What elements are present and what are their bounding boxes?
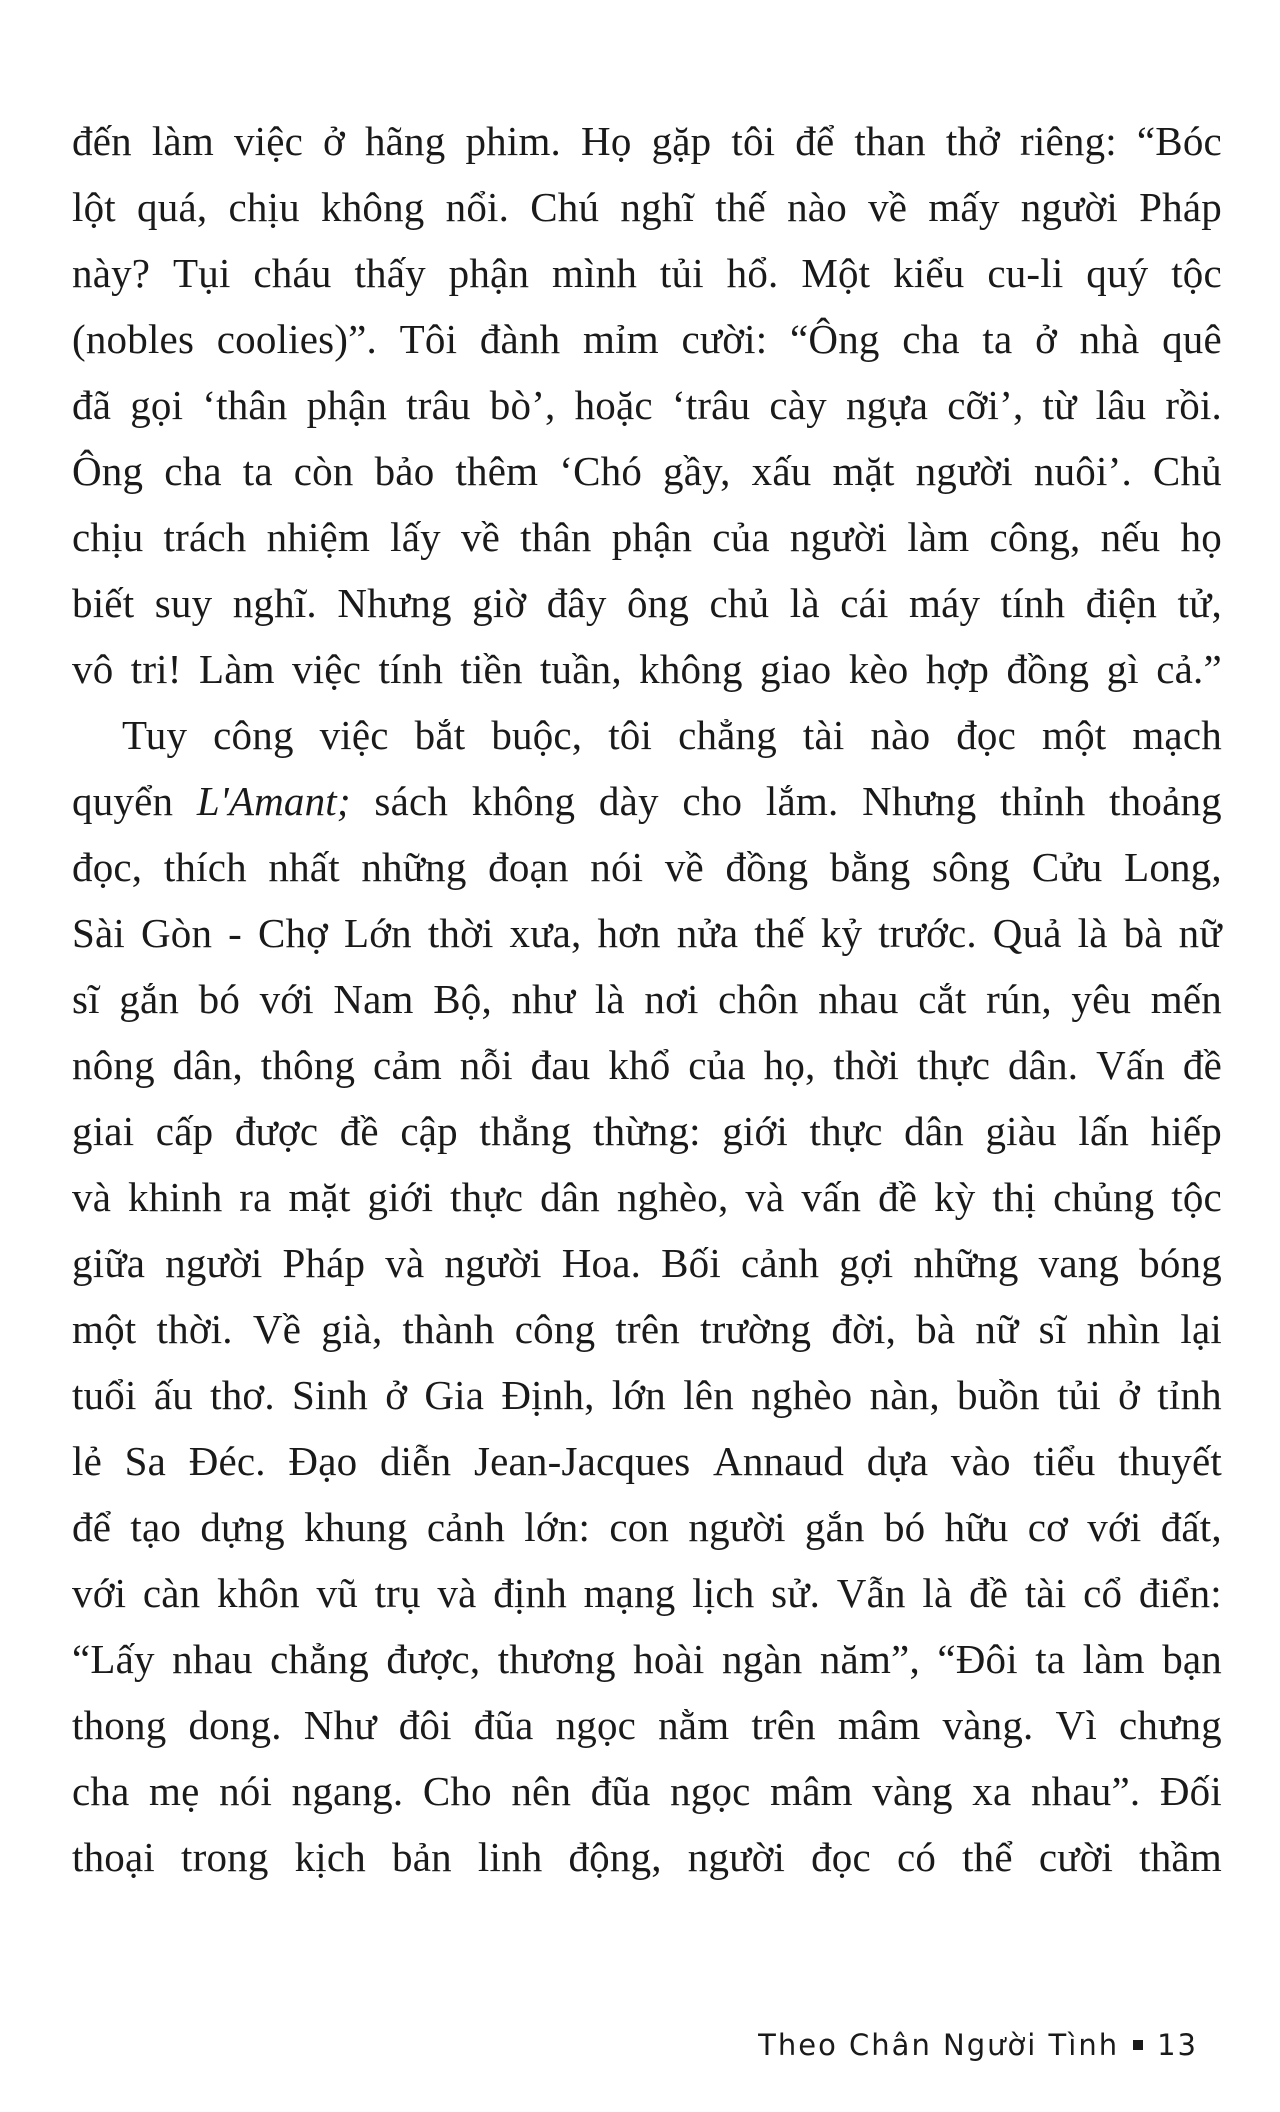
text-line: biết suy nghĩ. Nhưng giờ đây ông chủ là cái máy tính điện tử, <box>72 580 1222 626</box>
text-line: Tuy công việc bắt buộc, tôi chẳng tài nào đọc một mạch <box>122 712 1222 758</box>
running-title: Theo Chân Người Tình <box>758 2028 1120 2062</box>
bullet-separator-icon <box>1133 2040 1143 2050</box>
text-line: Ông cha ta còn bảo thêm ‘Chó gầy, xấu mặt người nuôi’. Chủ <box>72 448 1222 494</box>
page-number: 13 <box>1157 2028 1198 2062</box>
text-line: sĩ gắn bó với Nam Bộ, như là nơi chôn nhau cắt rún, yêu mến <box>72 976 1222 1022</box>
text-line: “Lấy nhau chẳng được, thương hoài ngàn năm”, “Đôi ta làm bạn <box>72 1636 1222 1682</box>
text-line: đến làm việc ở hãng phim. Họ gặp tôi để than thở riêng: “Bóc <box>72 118 1222 164</box>
text-line: để tạo dựng khung cảnh lớn: con người gắn bó hữu cơ với đất, <box>72 1504 1222 1550</box>
text-line: nông dân, thông cảm nỗi đau khổ của họ, thời thực dân. Vấn đề <box>72 1042 1222 1088</box>
text-line: vô tri! Làm việc tính tiền tuần, không giao kèo hợp đồng gì cả.” <box>72 646 1222 692</box>
text-line: đọc, thích nhất những đoạn nói về đồng bằng sông Cửu Long, <box>72 844 1222 890</box>
text-line: chịu trách nhiệm lấy về thân phận của người làm công, nếu họ <box>72 514 1222 560</box>
text-line: (nobles coolies)”. Tôi đành mỉm cười: “Ông cha ta ở nhà quê <box>72 316 1222 362</box>
text-line: giai cấp được đề cập thẳng thừng: giới thực dân giàu lấn hiếp <box>72 1108 1222 1154</box>
text-line: thong dong. Như đôi đũa ngọc nằm trên mâm vàng. Vì chưng <box>72 1702 1222 1748</box>
text-line: và khinh ra mặt giới thực dân nghèo, và vấn đề kỳ thị chủng tộc <box>72 1174 1222 1220</box>
text-line: với càn khôn vũ trụ và định mạng lịch sử. Vẫn là đề tài cổ điển: <box>72 1570 1222 1616</box>
text-line: lẻ Sa Đéc. Đạo diễn Jean-Jacques Annaud dựa vào tiểu thuyết <box>72 1438 1222 1484</box>
body-text <box>72 108 1222 1890</box>
text-line: lột quá, chịu không nổi. Chú nghĩ thế nào về mấy người Pháp <box>72 184 1222 230</box>
text-line: thoại trong kịch bản linh động, người đọc có thể cười thầm <box>72 1834 1222 1880</box>
text-line: Sài Gòn - Chợ Lớn thời xưa, hơn nửa thế kỷ trước. Quả là bà nữ <box>72 910 1222 956</box>
text-line: cha mẹ nói ngang. Cho nên đũa ngọc mâm vàng xa nhau”. Đối <box>72 1768 1222 1814</box>
text-line: này? Tụi cháu thấy phận mình tủi hổ. Một kiểu cu-li quý tộc <box>72 250 1222 296</box>
text-line: quyển L'Amant; sách không dày cho lắm. Nhưng thỉnh thoảng <box>72 778 1222 824</box>
text-line: đã gọi ‘thân phận trâu bò’, hoặc ‘trâu cày ngựa cỡi’, từ lâu rồi. <box>72 382 1222 428</box>
page-footer <box>758 2028 1198 2062</box>
text-line: tuổi ấu thơ. Sinh ở Gia Định, lớn lên nghèo nàn, buồn tủi ở tỉnh <box>72 1372 1222 1418</box>
text-line: một thời. Về già, thành công trên trường đời, bà nữ sĩ nhìn lại <box>72 1306 1222 1352</box>
text-line: giữa người Pháp và người Hoa. Bối cảnh gợi những vang bóng <box>72 1240 1222 1286</box>
